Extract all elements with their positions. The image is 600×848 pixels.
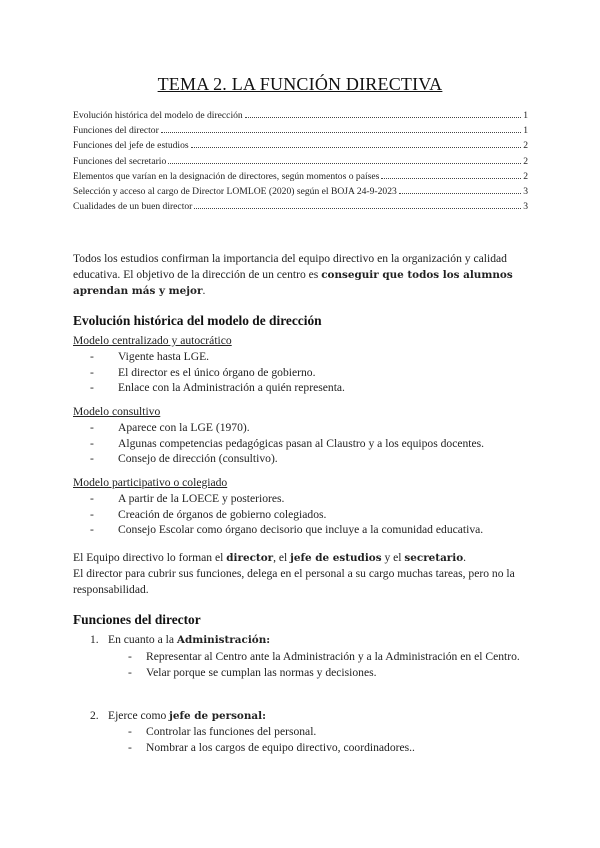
equipo-text: y el bbox=[381, 551, 405, 564]
list-item: - Nombrar a los cargos de equipo directivo, coordinadores.. bbox=[128, 740, 528, 756]
equipo-paragraph bbox=[73, 550, 531, 598]
toc-entry[interactable] bbox=[73, 110, 528, 125]
toc-entry-text: Cualidades de un buen director bbox=[73, 201, 193, 213]
model-title: Modelo consultivo bbox=[73, 405, 161, 418]
toc-leader bbox=[191, 147, 522, 148]
section-heading-funciones-director: Funciones del director bbox=[73, 612, 201, 627]
list-item: - Controlar las funciones del personal. bbox=[128, 724, 528, 740]
equipo-bold-director: director bbox=[226, 552, 274, 564]
toc-entry-text: Funciones del jefe de estudios bbox=[73, 140, 189, 152]
equipo-text: . bbox=[463, 551, 467, 564]
toc-entry[interactable] bbox=[73, 171, 528, 186]
intro-bold: conseguir que todos los alumnos aprendan más y mejor bbox=[73, 269, 513, 297]
table-of-contents bbox=[73, 110, 528, 216]
item-text: Ejerce como bbox=[108, 709, 170, 722]
equipo-line bbox=[73, 550, 531, 566]
toc-entry-page: 3 bbox=[523, 201, 528, 213]
toc-entry-text: Evolución histórica del modelo de dirección bbox=[73, 110, 243, 121]
sub-list bbox=[128, 724, 528, 755]
toc-entry-text: Selección y acceso al cargo de Director LOMLOE (2020) según el BOJA 24-9-2023 bbox=[73, 185, 397, 197]
model-list bbox=[88, 420, 528, 467]
toc-entry[interactable] bbox=[73, 201, 528, 216]
equipo-text: , el bbox=[273, 551, 291, 564]
model-title: Modelo participativo o colegiado bbox=[73, 476, 228, 489]
toc-entry-text: Elementos que varían en la designación de directores, según momentos o países bbox=[73, 170, 380, 182]
toc-entry-page: 2 bbox=[523, 170, 528, 182]
list-item: - Representar al Centro ante la Administración y a la Administración en el Centro. bbox=[128, 649, 528, 665]
equipo-bold-jefe: jefe de estudios bbox=[290, 552, 382, 564]
list-item: - Vigente hasta LGE. bbox=[88, 349, 528, 365]
model-list bbox=[88, 491, 528, 538]
toc-leader bbox=[161, 132, 521, 133]
toc-entry[interactable] bbox=[73, 186, 528, 201]
toc-leader bbox=[194, 208, 521, 209]
toc-entry-page: 2 bbox=[523, 155, 528, 167]
item-number: 2. bbox=[90, 709, 99, 722]
list-item: - Enlace con la Administración a quién representa. bbox=[88, 380, 528, 396]
toc-entry-text: Funciones del director bbox=[73, 125, 159, 137]
item-text: En cuanto a la bbox=[108, 633, 177, 646]
list-item: - Consejo de dirección (consultivo). bbox=[88, 451, 528, 467]
section-heading-evolucion: Evolución histórica del modelo de dirección bbox=[73, 313, 322, 328]
intro-text: Todos los estudios confirman la importancia del equipo directivo en la organización y calidad educativa. El objetivo de la dirección de un centro es bbox=[73, 252, 507, 281]
list-item: - A partir de la LOECE y posteriores. bbox=[88, 491, 528, 507]
item-number: 1. bbox=[90, 633, 99, 646]
sub-list bbox=[128, 649, 528, 680]
intro-end: . bbox=[202, 284, 206, 297]
list-item: - Consejo Escolar como órgano decisorio que incluye a la comunidad educativa. bbox=[88, 522, 528, 538]
toc-leader bbox=[381, 178, 521, 179]
list-item: - Velar porque se cumplan las normas y decisiones. bbox=[128, 665, 528, 681]
equipo-text: El Equipo directivo lo forman el bbox=[73, 551, 227, 564]
item-bold: Administración: bbox=[176, 634, 271, 646]
toc-leader bbox=[245, 117, 521, 118]
intro-paragraph bbox=[73, 251, 528, 299]
model-list bbox=[88, 349, 528, 396]
list-item: - Aparece con la LGE (1970). bbox=[88, 420, 528, 436]
item-bold: jefe de personal: bbox=[169, 710, 266, 722]
toc-leader bbox=[399, 193, 521, 194]
toc-entry-page: 1 bbox=[523, 125, 528, 137]
list-item: - Creación de órganos de gobierno colegiados. bbox=[88, 507, 528, 523]
numbered-item bbox=[90, 633, 270, 646]
toc-entry-page: 1 bbox=[523, 110, 528, 121]
numbered-item bbox=[90, 709, 266, 722]
toc-entry-text: Funciones del secretario bbox=[73, 155, 167, 167]
model-title: Modelo centralizado y autocrático bbox=[73, 334, 232, 347]
toc-entry-page: 3 bbox=[523, 185, 528, 197]
toc-entry[interactable] bbox=[73, 125, 528, 140]
page-title: TEMA 2. LA FUNCIÓN DIRECTIVA bbox=[157, 74, 443, 94]
equipo-line-2: El director para cubrir sus funciones, delega en el personal a su cargo muchas tareas, pero no la responsabilidad. bbox=[73, 567, 515, 596]
list-item: - Algunas competencias pedagógicas pasan al Claustro y a los equipos docentes. bbox=[88, 436, 528, 452]
equipo-bold-secretario: secretario bbox=[404, 552, 464, 564]
list-item: - El director es el único órgano de gobierno. bbox=[88, 365, 528, 381]
toc-entry[interactable] bbox=[73, 140, 528, 155]
toc-entry-page: 2 bbox=[523, 140, 528, 152]
toc-leader bbox=[168, 163, 521, 164]
toc-entry[interactable] bbox=[73, 156, 528, 171]
